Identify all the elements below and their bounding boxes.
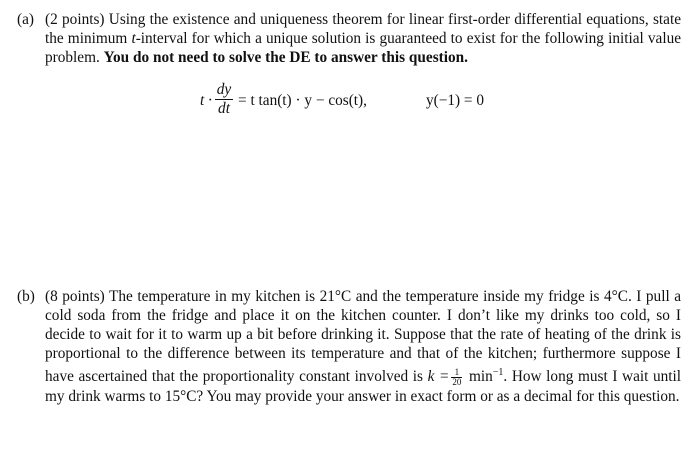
part-a-text <box>45 10 681 67</box>
part-b-points: (8 points) <box>45 288 105 305</box>
part-a-var-t: t <box>131 30 136 47</box>
part-a-label: (a) <box>17 11 34 28</box>
equation-frac-num: dy <box>216 81 232 98</box>
problem-part-b <box>17 287 681 406</box>
part-b-text-2: . How long must I wait until my drink warms to 15°C? You may provide your answer in exact form or as a decimal for this question. <box>45 368 682 406</box>
k-unit: min <box>468 368 493 386</box>
differential-equation <box>200 82 520 122</box>
part-a-bold-note: You do not need to solve the DE to answer this question. <box>103 49 468 66</box>
equation-initial-condition: y(−1) = 0 <box>426 92 485 109</box>
part-a-text-2: -interval for which a unique solution is guaranteed to exist for the following initial value problem. <box>45 30 682 66</box>
part-a-points: (2 points) <box>45 11 105 28</box>
k-equation: k = <box>427 368 450 386</box>
part-a-text-1: Using the existence and uniqueness theorem for linear first-order differential equations, state the minimum <box>45 11 681 47</box>
part-b-text <box>45 287 681 406</box>
equation-fraction <box>214 82 234 117</box>
problem-part-a <box>17 10 681 67</box>
k-num: 1 <box>454 367 460 378</box>
k-exponent: −1 <box>492 367 504 378</box>
k-fraction <box>451 368 462 387</box>
part-b-text-1: The temperature in my kitchen is 21°C and the temperature inside my fridge is 4°C. I pull a cold soda from the fridge and place it on the kitchen counter. I don’t like my drinks too cold, so I decide to wait for it to warm up a bit before drinking it. Suppose that the rate of heating of the drink is proportional to the difference between its temperature and that of the kitchen; furthermore suppose I have ascertained that the proportionality constant involved is <box>45 288 681 386</box>
equation-rhs: = t tan(t) · y − cos(t), <box>238 92 367 109</box>
equation-lhs-coef: t · <box>200 92 212 109</box>
equation-frac-den: dt <box>218 100 230 117</box>
part-b-label: (b) <box>17 288 35 305</box>
k-den: 20 <box>452 377 462 388</box>
